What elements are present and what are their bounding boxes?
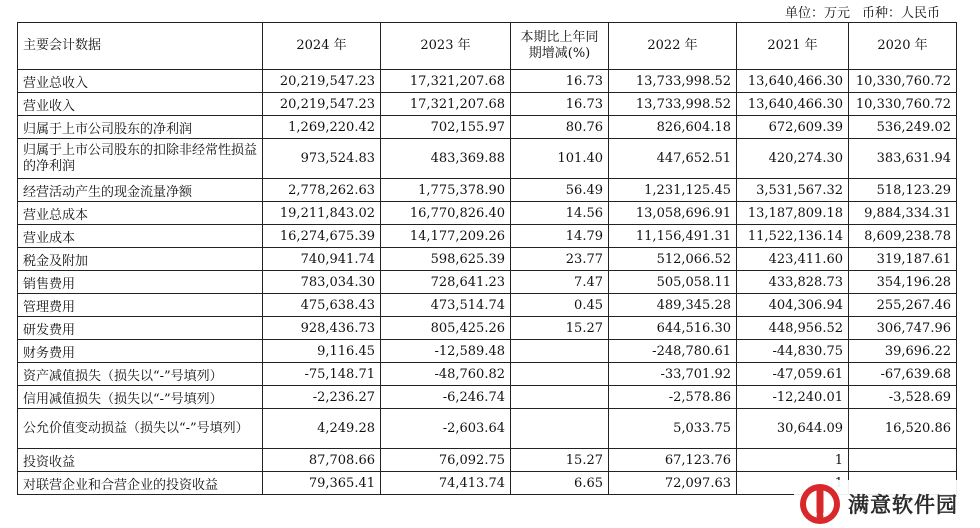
- value-cell: 16.73: [511, 70, 609, 93]
- value-cell: [511, 409, 609, 449]
- value-cell: 598,625.39: [381, 248, 511, 271]
- header-yoy-change: 本期比上年同期增减(%): [511, 23, 609, 70]
- currency-label: 币种：人民币: [861, 6, 940, 21]
- value-cell: 30,644.09: [737, 409, 849, 449]
- value-cell: 489,345.28: [609, 294, 737, 317]
- header-item: 主要会计数据: [18, 23, 263, 70]
- watermark: [794, 480, 980, 528]
- value-cell: 973,524.83: [263, 139, 381, 179]
- value-cell: 74,413.74: [381, 472, 511, 495]
- value-cell: 423,411.60: [737, 248, 849, 271]
- value-cell: 67,123.76: [609, 449, 737, 472]
- value-cell: 9,116.45: [263, 340, 381, 363]
- value-cell: 4,249.28: [263, 409, 381, 449]
- table-row: [18, 340, 957, 363]
- value-cell: 473,514.74: [381, 294, 511, 317]
- value-cell: -44,830.75: [737, 340, 849, 363]
- value-cell: -12,589.48: [381, 340, 511, 363]
- value-cell: 783,034.30: [263, 271, 381, 294]
- value-cell: 805,425.26: [381, 317, 511, 340]
- table-row: [18, 225, 957, 248]
- table-row: [18, 363, 957, 386]
- value-cell: 11,522,136.14: [737, 225, 849, 248]
- table-row: [18, 386, 957, 409]
- value-cell: 475,638.43: [263, 294, 381, 317]
- value-cell: 644,516.30: [609, 317, 737, 340]
- row-label: 营业总收入: [18, 70, 263, 93]
- row-label: 资产减值损失（损失以“-”号填列）: [18, 363, 263, 386]
- row-label: 对联营企业和合营企业的投资收益: [18, 472, 263, 495]
- value-cell: [849, 449, 957, 472]
- value-cell: 483,369.88: [381, 139, 511, 179]
- value-cell: 16,274,675.39: [263, 225, 381, 248]
- value-cell: 17,321,207.68: [381, 93, 511, 116]
- value-cell: 20,219,547.23: [263, 93, 381, 116]
- value-cell: 505,058.11: [609, 271, 737, 294]
- value-cell: -48,760.82: [381, 363, 511, 386]
- value-cell: 512,066.52: [609, 248, 737, 271]
- value-cell: 10,330,760.72: [849, 93, 957, 116]
- financial-data-table: [17, 22, 957, 495]
- value-cell: 13,640,466.30: [737, 93, 849, 116]
- value-cell: 76,092.75: [381, 449, 511, 472]
- watermark-text: 满意软件园: [848, 493, 958, 517]
- value-cell: -2,578.86: [609, 386, 737, 409]
- value-cell: -33,701.92: [609, 363, 737, 386]
- row-label: 管理费用: [18, 294, 263, 317]
- value-cell: 19,211,843.02: [263, 202, 381, 225]
- value-cell: 672,609.39: [737, 116, 849, 139]
- table-row: [18, 317, 957, 340]
- value-cell: 447,652.51: [609, 139, 737, 179]
- header-2024: 2024 年: [263, 23, 381, 70]
- value-cell: 404,306.94: [737, 294, 849, 317]
- value-cell: -47,059.61: [737, 363, 849, 386]
- value-cell: 826,604.18: [609, 116, 737, 139]
- table-row: [18, 271, 957, 294]
- row-label: 信用减值损失（损失以“-”号填列）: [18, 386, 263, 409]
- value-cell: 13,733,998.52: [609, 70, 737, 93]
- value-cell: 448,956.52: [737, 317, 849, 340]
- value-cell: -75,148.71: [263, 363, 381, 386]
- table-row: [18, 139, 957, 179]
- value-cell: 1,231,125.45: [609, 179, 737, 202]
- value-cell: 101.40: [511, 139, 609, 179]
- value-cell: 536,249.02: [849, 116, 957, 139]
- value-cell: 928,436.73: [263, 317, 381, 340]
- value-cell: 9,884,334.31: [849, 202, 957, 225]
- value-cell: 518,123.29: [849, 179, 957, 202]
- value-cell: 2,778,262.63: [263, 179, 381, 202]
- table-row: [18, 294, 957, 317]
- value-cell: 72,097.63: [609, 472, 737, 495]
- value-cell: 15.27: [511, 449, 609, 472]
- value-cell: -2,603.64: [381, 409, 511, 449]
- table-row: [18, 449, 957, 472]
- value-cell: -67,639.68: [849, 363, 957, 386]
- row-label: 税金及附加: [18, 248, 263, 271]
- table-row: [18, 93, 957, 116]
- value-cell: 3,531,567.32: [737, 179, 849, 202]
- row-label: 研发费用: [18, 317, 263, 340]
- value-cell: 5,033.75: [609, 409, 737, 449]
- value-cell: 79,365.41: [263, 472, 381, 495]
- table-row: [18, 248, 957, 271]
- value-cell: [511, 340, 609, 363]
- header-row: [18, 23, 957, 70]
- table-row: [18, 409, 957, 449]
- value-cell: -2,236.27: [263, 386, 381, 409]
- table-row: [18, 116, 957, 139]
- value-cell: 306,747.96: [849, 317, 957, 340]
- value-cell: 319,187.61: [849, 248, 957, 271]
- row-label: 财务费用: [18, 340, 263, 363]
- row-label: 经营活动产生的现金流量净额: [18, 179, 263, 202]
- header-2022: 2022 年: [609, 23, 737, 70]
- value-cell: 23.77: [511, 248, 609, 271]
- value-cell: 16,520.86: [849, 409, 957, 449]
- table-row: [18, 179, 957, 202]
- value-cell: 13,733,998.52: [609, 93, 737, 116]
- value-cell: 17,321,207.68: [381, 70, 511, 93]
- row-label: 营业收入: [18, 93, 263, 116]
- value-cell: 56.49: [511, 179, 609, 202]
- value-cell: 16,770,826.40: [381, 202, 511, 225]
- value-cell: [511, 386, 609, 409]
- row-label: 投资收益: [18, 449, 263, 472]
- value-cell: 702,155.97: [381, 116, 511, 139]
- unit-label: 单位：万元: [784, 6, 850, 21]
- row-label: 归属于上市公司股东的净利润: [18, 116, 263, 139]
- value-cell: 740,941.74: [263, 248, 381, 271]
- value-cell: 354,196.28: [849, 271, 957, 294]
- value-cell: 13,187,809.18: [737, 202, 849, 225]
- value-cell: 8,609,238.78: [849, 225, 957, 248]
- value-cell: 13,640,466.30: [737, 70, 849, 93]
- table-row: [18, 70, 957, 93]
- header-2023: 2023 年: [381, 23, 511, 70]
- header-2020: 2020 年: [849, 23, 957, 70]
- value-cell: 20,219,547.23: [263, 70, 381, 93]
- row-label: 营业成本: [18, 225, 263, 248]
- value-cell: 11,156,491.31: [609, 225, 737, 248]
- value-cell: 15.27: [511, 317, 609, 340]
- value-cell: 433,828.73: [737, 271, 849, 294]
- value-cell: 16.73: [511, 93, 609, 116]
- value-cell: -6,246.74: [381, 386, 511, 409]
- value-cell: 80.76: [511, 116, 609, 139]
- value-cell: 6.65: [511, 472, 609, 495]
- value-cell: 13,058,696.91: [609, 202, 737, 225]
- value-cell: -248,780.61: [609, 340, 737, 363]
- value-cell: 14.56: [511, 202, 609, 225]
- row-label: 营业总成本: [18, 202, 263, 225]
- value-cell: 383,631.94: [849, 139, 957, 179]
- value-cell: -3,528.69: [849, 386, 957, 409]
- value-cell: 728,641.23: [381, 271, 511, 294]
- row-label: 归属于上市公司股东的扣除非经常性损益的净利润: [18, 139, 263, 179]
- value-cell: 39,696.22: [849, 340, 957, 363]
- value-cell: 1,775,378.90: [381, 179, 511, 202]
- row-label: 公允价值变动损益（损失以“-”号填列）: [18, 409, 263, 449]
- value-cell: 1,269,220.42: [263, 116, 381, 139]
- value-cell: 10,330,760.72: [849, 70, 957, 93]
- row-label: 销售费用: [18, 271, 263, 294]
- value-cell: -12,240.01: [737, 386, 849, 409]
- value-cell: 0.45: [511, 294, 609, 317]
- value-cell: 420,274.30: [737, 139, 849, 179]
- value-cell: 1: [737, 449, 849, 472]
- value-cell: [511, 363, 609, 386]
- table-row: [18, 202, 957, 225]
- value-cell: 7.47: [511, 271, 609, 294]
- value-cell: 87,708.66: [263, 449, 381, 472]
- red-circle-logo-icon: [798, 482, 842, 526]
- unit-line: [785, 2, 940, 21]
- value-cell: 14,177,209.26: [381, 225, 511, 248]
- header-2021: 2021 年: [737, 23, 849, 70]
- value-cell: 14.79: [511, 225, 609, 248]
- value-cell: 255,267.46: [849, 294, 957, 317]
